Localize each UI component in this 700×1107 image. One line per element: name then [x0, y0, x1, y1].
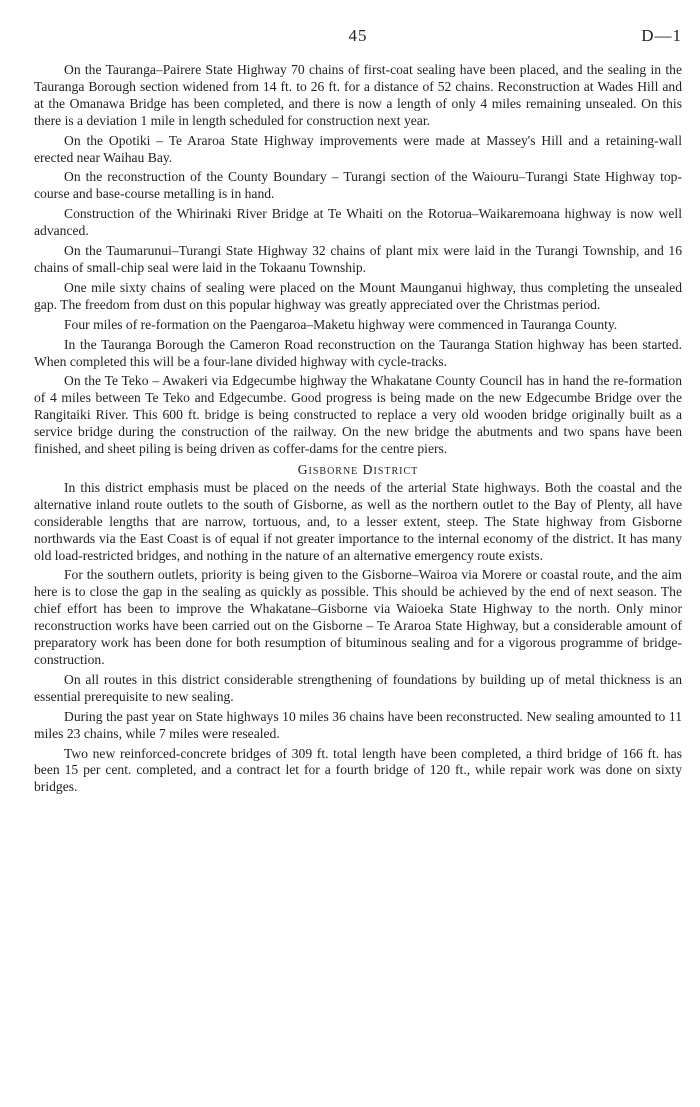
paragraph: During the past year on State highways 10 miles 36 chains have been reconstructed. New sealing amounted to 11 miles 23 chains, while 7 miles were resealed.	[34, 708, 682, 741]
section-heading: Gisborne District	[297, 461, 419, 477]
paragraph: In the Tauranga Borough the Cameron Road reconstruction on the Tauranga Station highway has been started. When completed this will be a four-lane divided highway with cycle-tracks.	[34, 336, 682, 369]
paragraph: On all routes in this district considerable strengthening of foundations by building up of metal thickness is an essential prerequisite to new sealing.	[34, 671, 682, 704]
paragraph: In this district emphasis must be placed on the needs of the arterial State highways. Both the coastal and the alternative inland route outlets to the south of Gisborne, as well as the northern outlet to the Bay of Plenty, all have considerable lengths that are narrow, tortuous, and, to a lesser extent, steep. The State highway from Gisborne northwards via the East Coast is of equal if not greater importance to the internal economy of the district. It has many old load-restricted bridges, and nothing in the nature of an alternative emergency route exists.	[34, 479, 682, 563]
page-header	[34, 26, 682, 62]
paragraph: Four miles of re-formation on the Paengaroa–Maketu highway were commenced in Tauranga County.	[64, 316, 618, 332]
paragraph: On the Opotiki – Te Araroa State Highway improvements were made at Massey's Hill and a retaining-wall erected near Waihau Bay.	[34, 132, 682, 165]
paragraph: On the reconstruction of the County Boundary – Turangi section of the Waiouru–Turangi State Highway top-course and base-course metalling is in hand.	[34, 169, 682, 202]
paragraph: On the Te Teko – Awakeri via Edgecumbe highway the Whakatane County Council has in hand the re-formation of 4 miles between Te Teko and Edgecumbe. Good progress is being made on the new Edgecumbe Bridge over the Rangitaiki River. This 600 ft. bridge is being constructed to replace a very old wooden bridge originally built as a service bridge during the construction of the railway. On the new bridge the abutments and two spans have been finished, and sheet piling is being driven as coffer-dams for the centre piers.	[34, 373, 682, 457]
report-code: D—1	[641, 26, 682, 45]
page-number: 45	[348, 26, 368, 45]
paragraph: For the southern outlets, priority is being given to the Gisborne–Wairoa via Morere or coastal route, and the aim here is to close the gap in the sealing as quickly as possible. This should be achieved by the end of next season. The chief effort has been to improve the Whakatane–Gisborne via Waioeka State Highway to the north. Only minor reconstruction works have been carried out on the Gisborne – Te Araroa State Highway, but a considerable amount of preparatory work has been done for both resumption of bituminous sealing and for a vigorous programme of bridge-construction.	[34, 567, 682, 667]
paragraph: On the Taumarunui–Turangi State Highway 32 chains of plant mix were laid in the Turangi Township, and 16 chains of small-chip seal were laid in the Tokaanu Township.	[34, 243, 682, 275]
paragraph: On the Tauranga–Pairere State Highway 70 chains of first-coat sealing have been placed, and the sealing in the Tauranga Borough section widened from 14 ft. to 26 ft. for a distance of 52 chains. Reconstruction at Wades Hill and at the Omanawa Bridge has been completed, and there is now a length of only 4 miles remaining unsealed. On this there is a deviation 1 mile in length scheduled for construction next year.	[34, 62, 682, 128]
paragraph: Construction of the Whirinaki River Bridge at Te Whaiti on the Rotorua–Waikaremoana highway is now well advanced.	[34, 206, 682, 239]
paragraph: Two new reinforced-concrete bridges of 309 ft. total length have been completed, a third bridge of 166 ft. has been 15 per cent. completed, and a contract let for a fourth bridge of 120 ft., while repair work was done on sixty bridges.	[34, 745, 682, 795]
document-body	[34, 62, 682, 796]
paragraph: One mile sixty chains of sealing were placed on the Mount Maunganui highway, thus completing the unsealed gap. The freedom from dust on this popular highway was greatly appreciated over the Christmas period.	[34, 279, 682, 312]
